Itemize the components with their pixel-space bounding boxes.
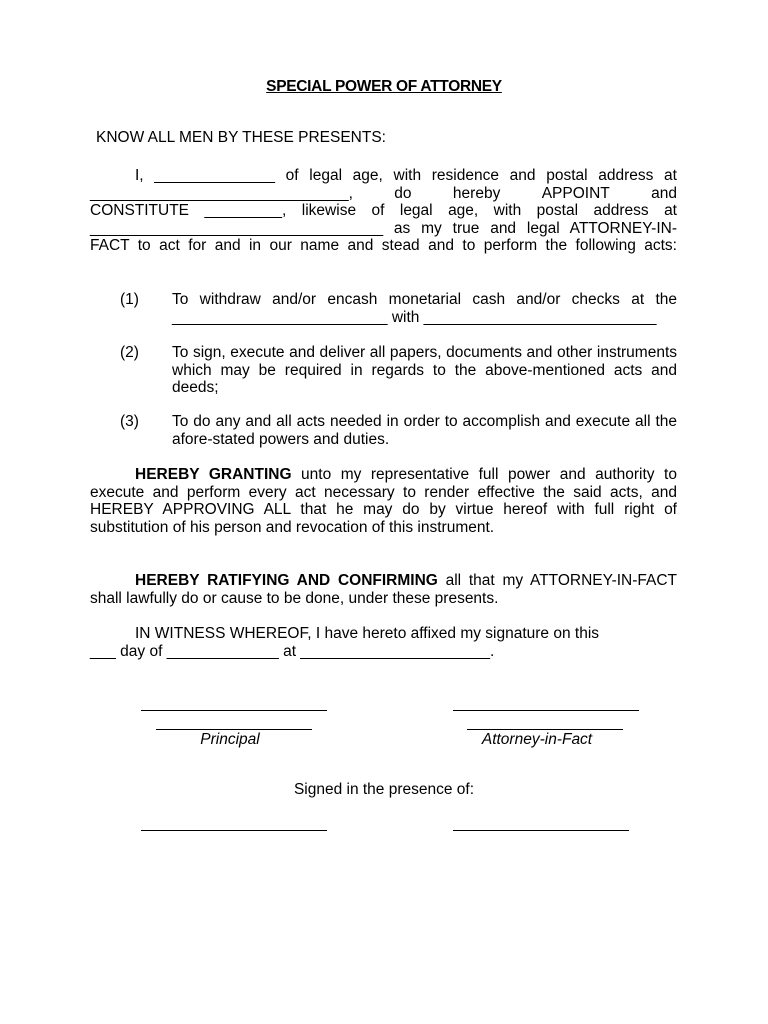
intro-line-2-word-hereby: hereby (452, 184, 501, 202)
opening-line: KNOW ALL MEN BY THESE PRESENTS: (96, 129, 386, 146)
intro-line-2-word-appoint: APPOINT (541, 184, 610, 202)
ratifying-bold: HEREBY RATIFYING AND CONFIRMING (135, 572, 438, 589)
principal-signature-line-1 (141, 710, 327, 711)
act-text: To do any and all acts needed in order to accomplish and execute all the afore-stated powers and duties. (172, 413, 677, 448)
intro-line-2-blank: ______________________________, (90, 184, 353, 202)
witness-signature-line-2 (453, 830, 629, 831)
granting-paragraph (90, 466, 677, 536)
principal-signature-line-2 (156, 729, 312, 730)
intro-line-4: __________________________________ as my true and legal ATTORNEY-IN- (90, 219, 677, 237)
granting-bold: HEREBY GRANTING (135, 466, 292, 483)
intro-line-2-word-do: do (394, 184, 412, 202)
witness-line-1: IN WITNESS WHEREOF, I have hereto affixed my signature on this (135, 625, 600, 642)
intro-line-3: CONSTITUTE _________, likewise of legal age, with postal address at (90, 202, 677, 219)
act-text: To sign, execute and deliver all papers, documents and other instruments which may be required in regards to the above-mentioned acts and deeds; (172, 344, 677, 396)
attorney-signature-line-1 (453, 710, 639, 711)
witness-line-2: ___ day of _____________ at ______________________. (90, 642, 495, 660)
act-1-line-2: _________________________ with ___________________________ (172, 308, 657, 326)
intro-line-5: FACT to act for and in our name and stead and to perform the following acts: (90, 237, 677, 254)
ratifying-paragraph (90, 572, 677, 607)
principal-label: Principal (200, 731, 260, 748)
granting-text: unto my representative full power and authority to execute and perform every act necessary to render effective the said acts, and HEREBY APPROVING ALL that he may do by virtue hereof with full right of substitution of his person and revocation of this instrument. (90, 466, 677, 536)
intro-line-1: I, ______________ of legal age, with residence and postal address at (135, 167, 677, 184)
attorney-signature-line-2 (467, 729, 623, 730)
intro-line-2 (90, 185, 677, 203)
act-text (172, 291, 677, 326)
intro-line-2-word-and: and (651, 184, 677, 202)
ratifying-text: all that my ATTORNEY-IN-FACT shall lawfully do or cause to be done, under these presents. (90, 572, 678, 607)
witness-signature-line-1 (141, 830, 327, 831)
attorney-label: Attorney-in-Fact (481, 731, 593, 748)
act-number: (3) (120, 413, 139, 430)
intro-paragraph (90, 167, 677, 255)
presence-text: Signed in the presence of: (293, 781, 475, 798)
act-number: (1) (120, 291, 139, 308)
act-number: (2) (120, 344, 139, 361)
document-title: SPECIAL POWER OF ATTORNEY (266, 78, 502, 95)
witness-paragraph (90, 625, 677, 660)
act-1-line-1: To withdraw and/or encash monetarial cash and/or checks at the (172, 291, 677, 308)
